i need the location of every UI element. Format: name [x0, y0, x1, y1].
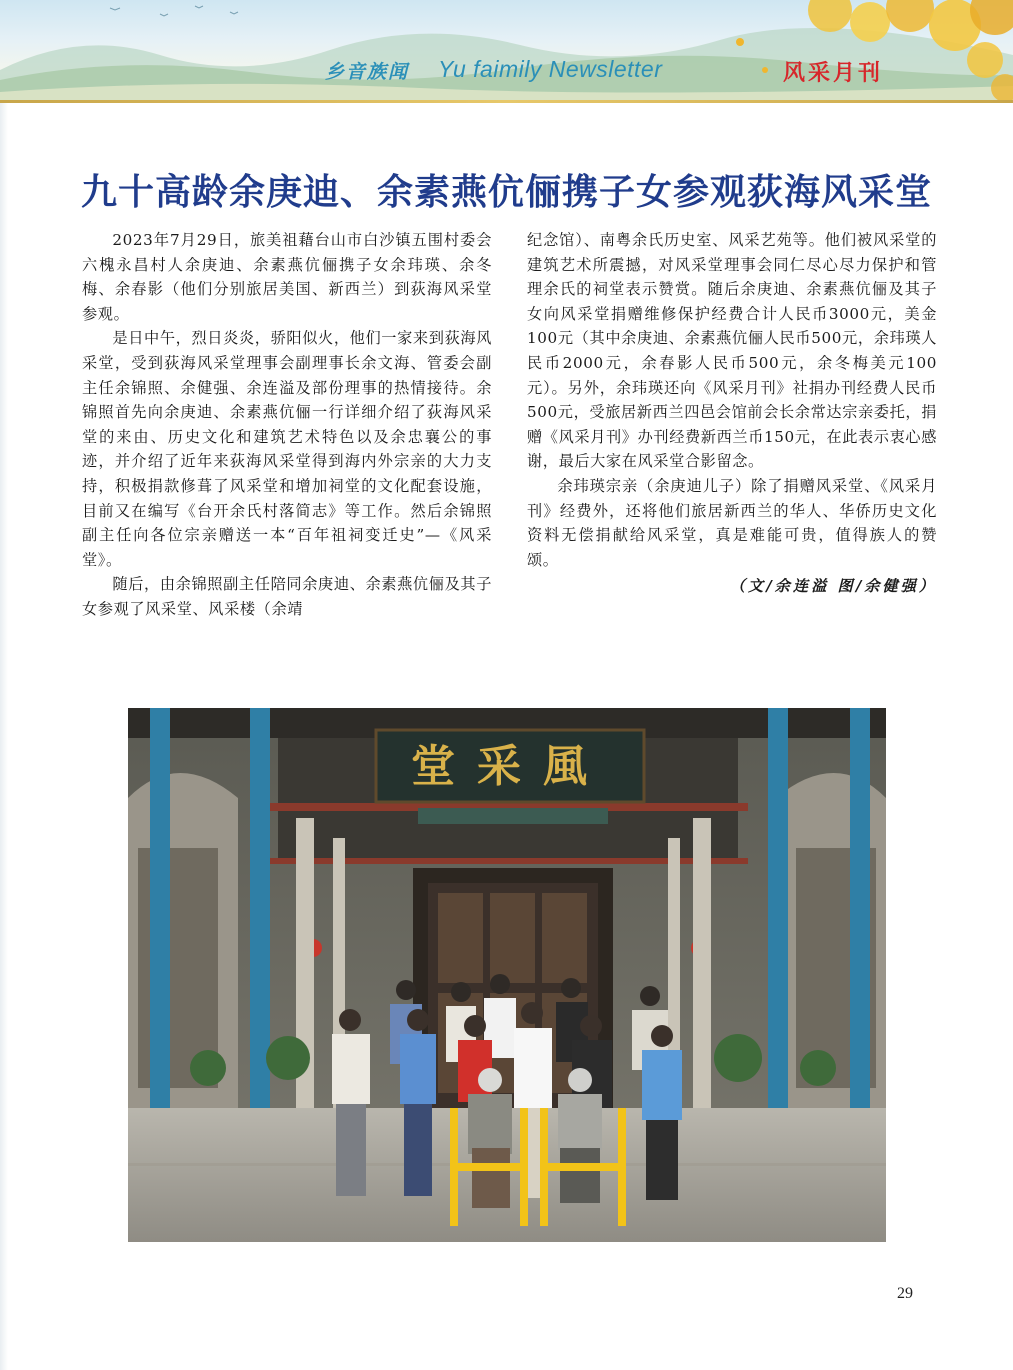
mountain-banner-art: [0, 0, 1013, 103]
article-paragraph: 2023年7月29日，旅美祖藉台山市白沙镇五围村委会六槐永昌村人余庚迪、余素燕伉俪携子女余玮瑛、余冬梅、余春影（他们分别旅居美国、新西兰）到荻海风采堂参观。: [82, 231, 492, 323]
article-column-left: [82, 228, 492, 622]
article-paragraph: 随后，由余锦照副主任陪同余庚迪、余素燕伉俪及其子女参观了风采堂、风采楼（余靖: [82, 575, 492, 618]
page-edge-shadow: [0, 103, 8, 1370]
section-title-cn: 乡音族闻: [325, 61, 410, 83]
plaque-text: 堂采風: [411, 741, 609, 792]
magazine-name: 风采月刊: [783, 61, 884, 86]
page-number: 29: [897, 1285, 913, 1302]
article-paragraph: 余玮瑛宗亲（余庚迪儿子）除了捐赠风采堂、《风采月刊》经费外，还将他们旅居新西兰的华人、华侨历史文化资料无偿捐献给风采堂，真是难能可贵，值得族人的赞颂。: [527, 476, 937, 569]
group-photo: [128, 708, 886, 1242]
article-title: 九十高龄余庚迪、余素燕伉俪携子女参观荻海风采堂: [80, 172, 932, 213]
header-rule: [0, 100, 1013, 103]
article-column-right: [527, 228, 937, 599]
page-header: [0, 0, 1013, 103]
article-paragraph-continued: 纪念馆）、南粤余氏历史室、风采艺苑等。他们被风采堂的建筑艺术所震撼，对风采堂理事会同仁尽心尽力保护和管理余氏的祠堂表示赞赏。随后余庚迪、余素燕伉俪及其子女向风采堂捐赠维修保护经费合计人民币3000元，美金100元（其中余庚迪、余素燕伉俪人民币500元，余玮瑛人民币2000元，余春影人民币500元，余冬梅美元100元）。另外，余玮瑛还向《风采月刊》社捐办刊经费人民币500元，受旅居新西兰四邑会馆前会长余常达宗亲委托，捐赠《风采月刊》办刊经费新西兰币150元，在此表示衷心感谢，最后大家在风采堂合影留念。: [527, 231, 937, 471]
section-title-en: Yu faimily Newsletter: [438, 56, 663, 82]
article-credit: （文/余连溢 图/余健强）: [729, 577, 937, 596]
article-paragraph: 是日中午，烈日炎炎，骄阳似火，他们一家来到荻海风采堂，受到荻海风采堂理事会副理事长余文海、管委会副主任余锦照、余健强、余连溢及部份理事的热情接待。余锦照首先向余庚迪、余素燕伉俪一行详细介绍了荻海风采堂的来由、历史文化和建筑艺术特色以及余忠襄公的事迹，并介绍了近年来荻海风采堂得到海内外宗亲的大力支持，积极捐款修葺了风采堂和增加祠堂的文化配套设施，目前又在编写《台开余氏村落简志》等工作。然后余锦照副主任向各位宗亲赠送一本“百年祖祠变迁史”—《风采堂》。: [82, 329, 492, 569]
